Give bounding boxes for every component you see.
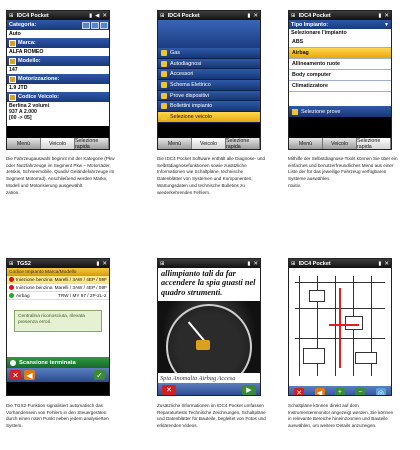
next-icon[interactable]: ▶ [242, 385, 256, 395]
signal-icon: ▮ [378, 12, 382, 19]
system-list-header: Selezionare l'impianto [289, 29, 391, 37]
caption-text: Schaltpläne können direkt auf dem Instrumentenmonitor angezeigt werden. Sie können in relevante Bereiche hineinzoomen und Bauteile auswählen, um weitere Details anzuzeigen. [288, 403, 394, 429]
phone-main-menu [157, 10, 261, 150]
menu-item-bulletins[interactable] [158, 101, 260, 112]
caption-vehicle-selection [6, 156, 116, 196]
status-bar [7, 11, 109, 20]
category-text: Categoria: [9, 22, 37, 28]
zoom-out-icon[interactable]: − [355, 388, 365, 396]
engine-value[interactable]: 1.9 JTD [7, 84, 109, 92]
system-model: Marelli / 3AW / 4EP / 59F [54, 277, 107, 282]
scan-row[interactable] [7, 292, 109, 300]
system-item-climate[interactable]: Climatizzatore [289, 81, 391, 92]
system-name: Iniezione benzina [16, 285, 53, 290]
system-item-abs[interactable]: ABS [289, 37, 391, 48]
bottom-tabbar [158, 138, 260, 149]
scan-table-header: Codice Impianto Marca/Modello [7, 268, 109, 276]
caption-additional-info [157, 403, 267, 430]
dropdown-arrow-icon[interactable]: ▼ [384, 21, 389, 28]
app-title: IDC4 Pocket [298, 260, 331, 267]
menu-item-label: Accessori [170, 71, 194, 78]
scan-row[interactable] [7, 284, 109, 292]
system-item-airbag[interactable]: Airbag [289, 48, 391, 59]
signal-icon: ▮ [247, 260, 251, 267]
cancel-icon[interactable]: ✕ [10, 370, 21, 380]
instrument-cluster-photo [158, 301, 260, 373]
model-label [7, 56, 109, 66]
select-tests-button[interactable] [289, 106, 391, 117]
scan-complete-label: Scansione terminata [19, 359, 76, 366]
windows-start-icon[interactable]: ⊞ [9, 12, 14, 19]
tab-quick-select[interactable]: Selezione rapida [226, 138, 260, 149]
caption-software [157, 156, 267, 196]
system-model: Marelli / 3AW / 4EP / 59F [54, 285, 107, 290]
caption-text: Die Fahrzeugauswahl beginnt mit der Kategorie (Pkw oder Nutzfahrzeuge im Segment Pkw – Motorräder, Jetskis, Schneemobile, Quads/ Geländefahrzeuge im Segment Motorrad). Anschließend werden Marke, Modell und Motorisierung ausgewählt. [6, 156, 115, 188]
menu-item-label: Autodiagnosi [170, 60, 202, 67]
brand-icon [9, 40, 16, 47]
close-icon[interactable]: ✕ [384, 12, 389, 19]
status-bar [7, 259, 109, 268]
component-block[interactable] [309, 290, 325, 302]
accessories-icon [161, 71, 167, 77]
component-block[interactable] [303, 348, 325, 364]
vehicle-icon [161, 114, 167, 120]
menu-item-label: Schema Elettrico [170, 81, 211, 88]
ok-dot-icon [9, 293, 14, 298]
phone-tgs2-scan [6, 258, 110, 396]
list-spacer [289, 92, 391, 106]
windows-start-icon[interactable]: ⊞ [9, 260, 14, 267]
component-block[interactable] [345, 316, 363, 330]
close-icon[interactable]: ✕ [102, 260, 107, 267]
category-value[interactable]: Auto [7, 30, 109, 38]
close-doc-icon[interactable]: ✕ [162, 385, 176, 395]
close-diagram-icon[interactable]: ✕ [294, 388, 304, 396]
vehicle-code-icon [9, 94, 16, 101]
windows-start-icon[interactable]: ⊞ [291, 260, 296, 267]
vehicle-code-text: Codice Veicolo: [18, 94, 59, 100]
check-icon [10, 360, 16, 366]
menu-item-label: Bollettini impianto [170, 103, 213, 110]
status-bar [158, 11, 260, 20]
signal-icon: ▮ [96, 260, 100, 267]
menu-header-area [158, 20, 260, 48]
menu-item-wiring[interactable] [158, 80, 260, 91]
help-icon[interactable] [100, 22, 108, 29]
windows-start-icon[interactable]: ⊞ [160, 12, 165, 19]
bottom-tabbar [289, 138, 391, 149]
category-label [7, 20, 109, 30]
photo-caption: Spia Anomalia Airbag Accesa [158, 373, 260, 383]
zoom-in-icon[interactable]: + [335, 388, 345, 396]
caption-text: Zusätzliche Informationen im IDC4 Pocket umfassen Reparaturtests Technische Zeichnungen, Schaltpläne und Datenblätter für Bauteile, begleitet von Fotos und erklärenden Videos. [157, 403, 266, 429]
bottom-tabbar [7, 138, 109, 149]
status-bar [289, 259, 391, 268]
tab-vehicle[interactable]: Veicolo [41, 138, 75, 149]
wiring-icon [161, 82, 167, 88]
close-icon[interactable]: ✕ [384, 260, 389, 267]
model-text: Modello: [18, 58, 41, 64]
caption-selfdiagnosis [288, 156, 398, 190]
bulletin-icon [161, 103, 167, 109]
system-name: Airbag [16, 293, 30, 298]
menu-item-device-tests[interactable] [158, 91, 260, 102]
app-title: IDC4 Pocket [16, 12, 49, 19]
component-block[interactable] [355, 352, 377, 364]
tab-quick-select[interactable]: Selezione rapida [75, 138, 109, 149]
system-item-body-computer[interactable]: Body computer [289, 70, 391, 81]
close-icon[interactable]: ✕ [253, 12, 258, 19]
system-type-field[interactable] [289, 20, 391, 29]
bottom-toolbar [158, 383, 260, 396]
tab-menu[interactable]: Menù [7, 138, 41, 149]
app-title: IDC4 Pocket [167, 12, 200, 19]
caption-wiring [288, 403, 398, 430]
bottom-toolbar [7, 368, 109, 382]
windows-start-icon[interactable]: ⊞ [291, 12, 296, 19]
grid-view-icon[interactable] [82, 22, 90, 29]
screen-title: TGS2 [16, 260, 31, 267]
model-icon [9, 58, 16, 65]
system-item-alignment[interactable]: Allineamento ruote [289, 59, 391, 70]
gas-icon [161, 50, 167, 56]
tab-menu[interactable]: Menù [289, 138, 323, 149]
phone-additional-info [157, 258, 261, 396]
error-dot-icon [9, 285, 14, 290]
engine-text: Motorizzazione: [18, 76, 60, 82]
tab-menu[interactable]: Menù [158, 138, 192, 149]
scan-complete-bar [7, 357, 109, 368]
phone-vehicle-selection [6, 10, 110, 150]
diagnosis-icon [161, 61, 167, 67]
vehicle-code-value[interactable]: Berlina 2 volumi 937 A 2.000 [00 -> 05] [7, 102, 109, 126]
airbag-warning-icon [196, 340, 210, 350]
phone-wiring-diagram [288, 258, 392, 396]
system-type-label: Tipo Impianto: [291, 21, 329, 28]
vehicle-code-label [7, 92, 109, 102]
toolbar-icons [82, 22, 108, 29]
brand-text: Marca: [18, 40, 36, 46]
select-component-icon[interactable]: ◎ [377, 389, 384, 396]
system-model: TRW / MY 97 / 2P-2L-2 [58, 293, 107, 298]
scan-result-area [7, 300, 109, 357]
caption-tail: zation. [6, 189, 20, 195]
caption-text: Die TGS2-Funktion signalisiert automatisch das Vorhandensein von Fehlern in den Steuergeräten durch einen roten Punkt neben jedem analysierten System. [6, 403, 109, 429]
menu-item-autodiagnosis[interactable] [158, 59, 260, 70]
recognition-popup: Centralina riconosciuta, rilevata presenza errori. [14, 310, 102, 332]
windows-start-icon[interactable]: ⊞ [160, 260, 165, 267]
list-view-icon[interactable] [91, 22, 99, 29]
save-icon[interactable]: ✓ [94, 370, 105, 380]
close-icon[interactable]: ✕ [253, 260, 258, 267]
signal-icon: ▮ [89, 12, 93, 19]
brand-label [7, 38, 109, 48]
model-value[interactable]: 147 [7, 66, 109, 74]
caption-tail: ntuitiv. [288, 182, 301, 188]
menu-item-gas[interactable] [158, 48, 260, 59]
info-text: allimpianto tali da far accendere la spia guasti nel quadro strumenti. [158, 268, 260, 301]
phone-system-select [288, 10, 392, 150]
error-dot-icon [9, 277, 14, 282]
tab-vehicle[interactable]: Veicolo [192, 138, 226, 149]
tab-vehicle[interactable]: Veicolo [323, 138, 357, 149]
bottom-toolbar [289, 386, 391, 396]
status-bar [289, 11, 391, 20]
engine-icon [9, 76, 16, 83]
app-title: IDC4 Pocket [298, 12, 331, 19]
device-icon [161, 93, 167, 99]
caption-text: Mithilfe der Selbstdiagnose-Tools können Sie über ein einfaches und benutzerfreundliches Menü aus einer Liste der für das jeweilige Fahrzeug verfügbaren Systeme auswählen. [288, 156, 398, 182]
close-icon[interactable]: ✕ [102, 12, 107, 19]
wiring-schematic[interactable] [289, 268, 391, 386]
tests-icon [292, 109, 298, 115]
menu-item-label: Selezione veicolo [170, 113, 212, 120]
select-tests-label: Selezione prove [301, 108, 341, 115]
brand-value[interactable]: ALFA ROMEO [7, 48, 109, 56]
tab-quick-select[interactable]: Selezione rapida [357, 138, 391, 149]
signal-icon: ▮ [247, 12, 251, 19]
caption-tgs2 [6, 403, 116, 430]
speedometer-dial [166, 304, 252, 373]
menu-item-vehicle-selection[interactable] [158, 112, 260, 123]
menu-item-label: Gas [170, 49, 180, 56]
back-icon[interactable]: ◀ [24, 370, 35, 380]
engine-label [7, 74, 109, 84]
volume-icon: ◀ [95, 12, 100, 19]
status-bar [158, 259, 260, 268]
system-name: Iniezione benzina [16, 277, 53, 282]
caption-text: Die IDC4 Pocket Software enthält alle Diagnose- und Selbstdiagnosefunktionen sowie zusätzliche Informationen wie Schaltpläne, technische Datenblätter von Systemen und Komponenten, Wartungsdaten und technische Bulletins zu wiederkehrenden Fehlern. [157, 156, 266, 195]
menu-item-label: Prove dispositivi [170, 92, 209, 99]
signal-icon: ▮ [378, 260, 382, 267]
scan-row[interactable] [7, 276, 109, 284]
menu-item-accessories[interactable] [158, 69, 260, 80]
back-icon[interactable]: ◀ [315, 388, 325, 396]
